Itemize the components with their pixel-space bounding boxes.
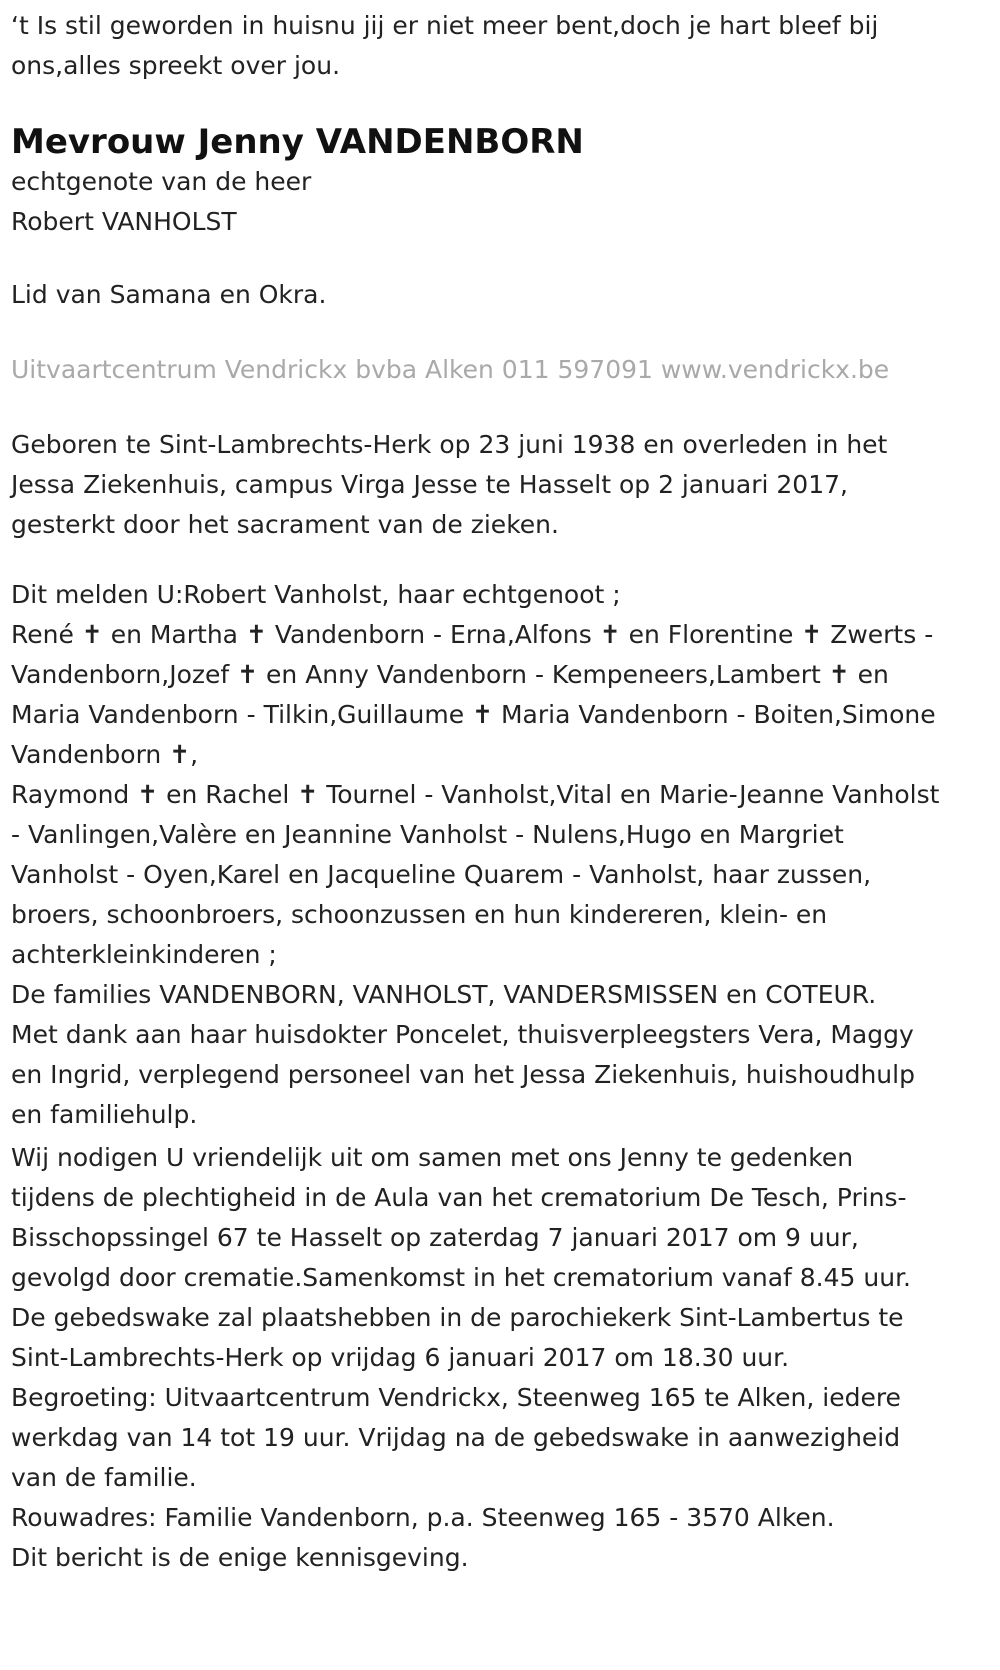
spouse-line-1: echtgenote van de heer <box>11 167 312 196</box>
ceremony-line: Sint-Lambrechts-Herk op vrijdag 6 januari 2017 om 18.30 uur. <box>11 1343 790 1372</box>
announcement-line: Vanholst - Oyen,Karel en Jacqueline Quarem - Vanholst, haar zussen, <box>11 860 872 889</box>
announcement-block <box>11 575 939 1135</box>
spouse-line-2: Robert VANHOLST <box>11 207 237 236</box>
announcement-line: en familiehulp. <box>11 1100 198 1129</box>
announcement-line: achterkleinkinderen ; <box>11 940 277 969</box>
ceremony-line: De gebedswake zal plaatshebben in de parochiekerk Sint-Lambertus te <box>11 1303 904 1332</box>
ceremony-line: Begroeting: Uitvaartcentrum Vendrickx, Steenweg 165 te Alken, iedere <box>11 1383 901 1412</box>
announcement-line: De families VANDENBORN, VANHOLST, VANDERSMISSEN en COTEUR. <box>11 980 877 1009</box>
birth-death-line: gesterkt door het sacrament van de zieken. <box>11 510 559 539</box>
membership-text: Lid van Samana en Okra. <box>11 280 327 309</box>
spouse-block <box>11 162 311 242</box>
ceremony-line: tijdens de plechtigheid in de Aula van het crematorium De Tesch, Prins- <box>11 1183 907 1212</box>
ceremony-block <box>11 1138 911 1578</box>
birth-death-block <box>11 425 887 545</box>
announcement-line: Maria Vandenborn - Tilkin,Guillaume ✝ Maria Vandenborn - Boiten,Simone <box>11 700 936 729</box>
funeral-home-text: Uitvaartcentrum Vendrickx bvba Alken 011 597091 www.vendrickx.be <box>11 355 890 384</box>
birth-death-line: Geboren te Sint-Lambrechts-Herk op 23 juni 1938 en overleden in het <box>11 430 888 459</box>
announcement-line: Raymond ✝ en Rachel ✝ Tournel - Vanholst,Vital en Marie-Jeanne Vanholst <box>11 780 940 809</box>
intro-text-line-2: ons,alles spreekt over jou. <box>11 51 341 80</box>
ceremony-line: Wij nodigen U vriendelijk uit om samen met ons Jenny te gedenken <box>11 1143 854 1172</box>
announcement-line: broers, schoonbroers, schoonzussen en hun kindereren, klein- en <box>11 900 828 929</box>
announcement-line: Vandenborn,Jozef ✝ en Anny Vandenborn - Kempeneers,Lambert ✝ en <box>11 660 889 689</box>
birth-death-line: Jessa Ziekenhuis, campus Virga Jesse te Hasselt op 2 januari 2017, <box>11 470 848 499</box>
ceremony-line: van de familie. <box>11 1463 197 1492</box>
announcement-line: Met dank aan haar huisdokter Poncelet, thuisverpleegsters Vera, Maggy <box>11 1020 914 1049</box>
intro-text-line-1: ‘t Is stil geworden in huisnu jij er niet meer bent,doch je hart bleef bij <box>11 11 879 40</box>
deceased-name: Mevrouw Jenny VANDENBORN <box>11 122 584 162</box>
announcement-line: Dit melden U:Robert Vanholst, haar echtgenoot ; <box>11 580 621 609</box>
funeral-home-block <box>11 350 889 390</box>
announcement-line: René ✝ en Martha ✝ Vandenborn - Erna,Alfons ✝ en Florentine ✝ Zwerts - <box>11 620 934 649</box>
ceremony-line: gevolgd door crematie.Samenkomst in het crematorium vanaf 8.45 uur. <box>11 1263 911 1292</box>
ceremony-line: Bisschopssingel 67 te Hasselt op zaterdag 7 januari 2017 om 9 uur, <box>11 1223 859 1252</box>
announcement-line: - Vanlingen,Valère en Jeannine Vanholst - Nulens,Hugo en Margriet <box>11 820 844 849</box>
ceremony-line: Rouwadres: Familie Vandenborn, p.a. Steenweg 165 - 3570 Alken. <box>11 1503 835 1532</box>
announcement-line: Vandenborn ✝, <box>11 740 199 769</box>
membership-block <box>11 275 326 315</box>
ceremony-line: Dit bericht is de enige kennisgeving. <box>11 1543 469 1572</box>
announcement-line: en Ingrid, verplegend personeel van het Jessa Ziekenhuis, huishoudhulp <box>11 1060 915 1089</box>
ceremony-line: werkdag van 14 tot 19 uur. Vrijdag na de gebedswake in aanwezigheid <box>11 1423 901 1452</box>
